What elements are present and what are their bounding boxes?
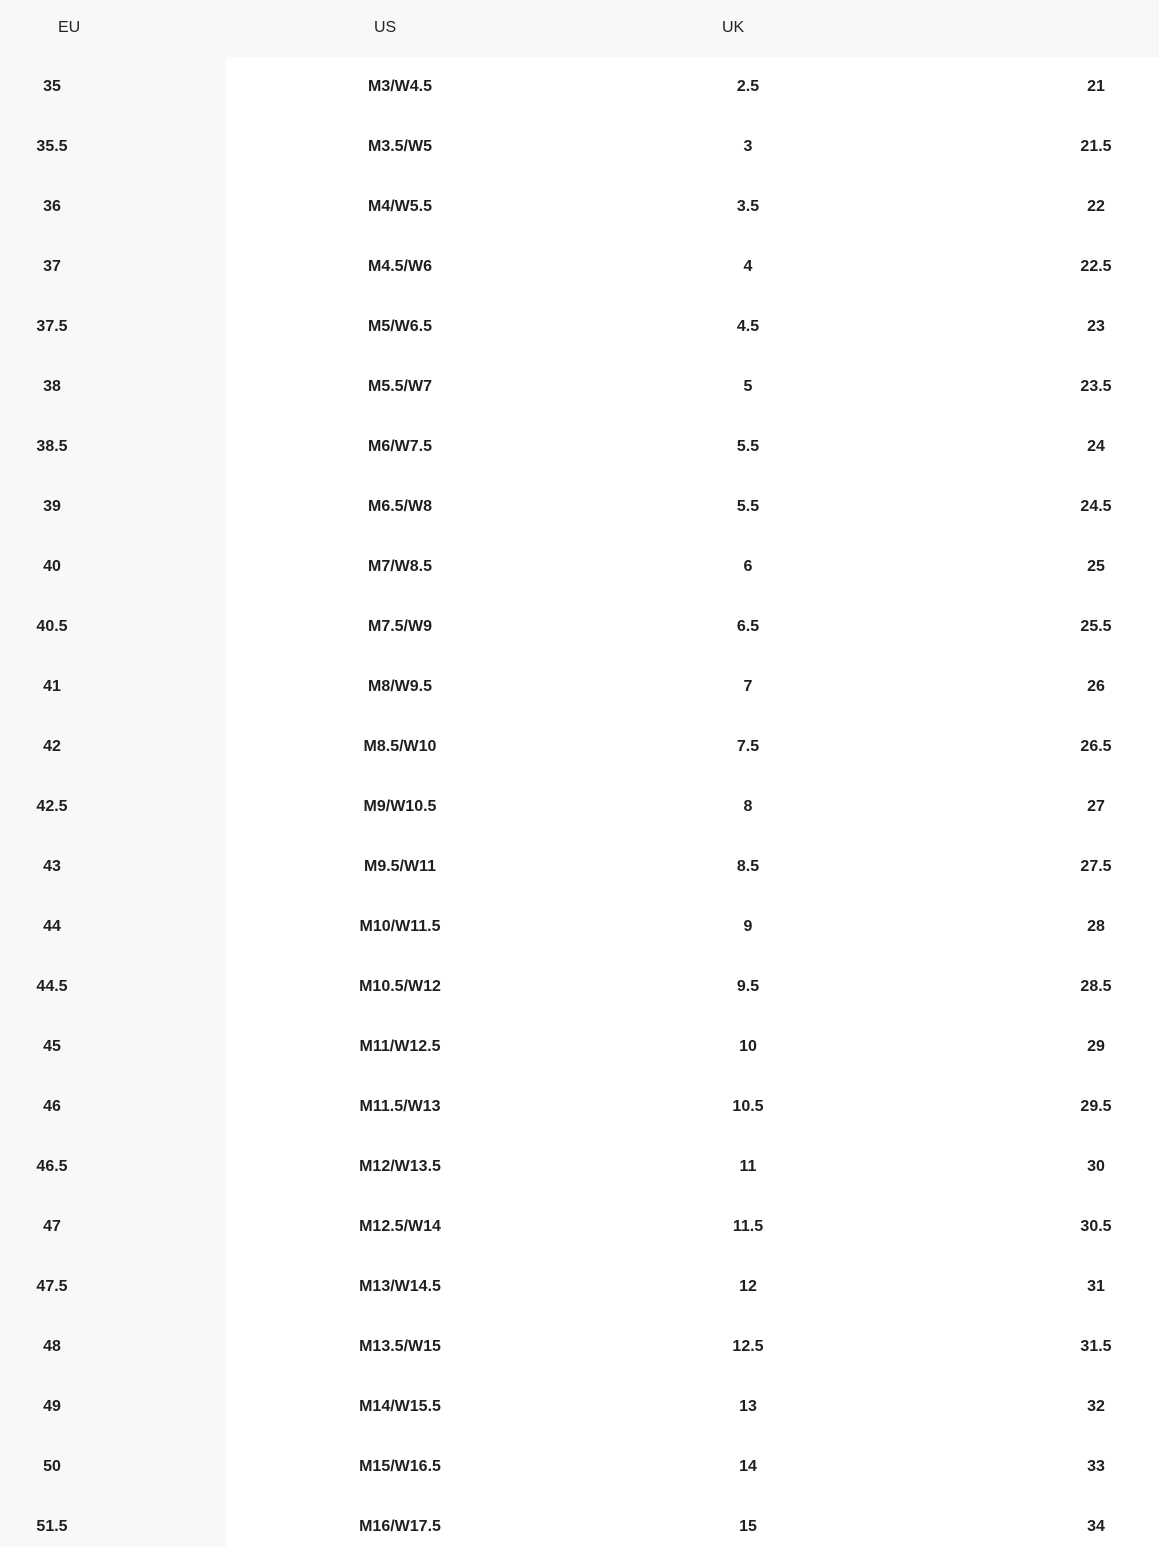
cell-us: M3/W4.5 bbox=[367, 78, 432, 95]
cell-us: M13.5/W15 bbox=[359, 1338, 441, 1355]
table-row bbox=[0, 717, 1159, 777]
cell-uk: 4 bbox=[743, 258, 753, 275]
cell-uk: 10 bbox=[739, 1038, 757, 1055]
cell-uk: 8 bbox=[743, 798, 753, 815]
cell-uk: 4.5 bbox=[736, 318, 760, 335]
cell-us: M6.5/W8 bbox=[367, 498, 432, 515]
cell-eu: 50 bbox=[43, 1458, 61, 1475]
table-row bbox=[0, 1137, 1159, 1197]
table-row bbox=[0, 1017, 1159, 1077]
cell-jp: 30.5 bbox=[1080, 1218, 1112, 1235]
cell-eu: 44 bbox=[43, 918, 61, 935]
cell-jp: 24 bbox=[1087, 438, 1105, 455]
header-uk: UK bbox=[722, 19, 745, 36]
cell-uk: 10.5 bbox=[732, 1098, 764, 1115]
cell-eu: 37.5 bbox=[36, 318, 68, 335]
cell-uk: 14 bbox=[739, 1458, 757, 1475]
cell-jp: 32 bbox=[1087, 1398, 1105, 1415]
cell-eu: 44.5 bbox=[36, 978, 68, 995]
table-row bbox=[0, 1317, 1159, 1377]
table-row bbox=[0, 477, 1159, 537]
cell-eu: 49 bbox=[43, 1398, 61, 1415]
cell-uk: 5 bbox=[743, 378, 753, 395]
cell-eu: 46.5 bbox=[36, 1158, 68, 1175]
cell-eu: 37 bbox=[43, 258, 61, 275]
table-row bbox=[0, 597, 1159, 657]
table-row bbox=[0, 1257, 1159, 1317]
cell-us: M9/W10.5 bbox=[363, 798, 437, 815]
table-row bbox=[0, 1437, 1159, 1497]
cell-us: M7.5/W9 bbox=[367, 618, 432, 635]
cell-eu: 38 bbox=[43, 378, 61, 395]
cell-uk: 6 bbox=[743, 558, 753, 575]
cell-us: M6/W7.5 bbox=[367, 438, 432, 455]
cell-jp: 29 bbox=[1087, 1038, 1105, 1055]
table-row bbox=[0, 1197, 1159, 1257]
table-body bbox=[0, 57, 1159, 1547]
cell-jp: 33 bbox=[1087, 1458, 1105, 1475]
cell-us: M7/W8.5 bbox=[367, 558, 432, 575]
table-row bbox=[0, 357, 1159, 417]
table-row bbox=[0, 117, 1159, 177]
cell-uk: 9 bbox=[743, 918, 753, 935]
header-us: US bbox=[374, 19, 397, 36]
table-row bbox=[0, 657, 1159, 717]
cell-eu: 38.5 bbox=[36, 438, 68, 455]
cell-eu: 41 bbox=[43, 678, 61, 695]
table-row bbox=[0, 1497, 1159, 1547]
cell-jp: 30 bbox=[1087, 1158, 1105, 1175]
cell-uk: 12 bbox=[739, 1278, 757, 1295]
cell-uk: 11.5 bbox=[732, 1218, 764, 1235]
cell-us: M12.5/W14 bbox=[359, 1218, 441, 1235]
cell-jp: 21 bbox=[1087, 78, 1105, 95]
table-row bbox=[0, 297, 1159, 357]
cell-jp: 23 bbox=[1087, 318, 1105, 335]
cell-jp: 34 bbox=[1087, 1518, 1105, 1535]
cell-jp: 26.5 bbox=[1080, 738, 1112, 755]
table-row bbox=[0, 897, 1159, 957]
table-row bbox=[0, 1377, 1159, 1437]
cell-jp: 23.5 bbox=[1080, 378, 1112, 395]
table-row bbox=[0, 237, 1159, 297]
cell-us: M8/W9.5 bbox=[367, 678, 432, 695]
cell-jp: 28.5 bbox=[1080, 978, 1112, 995]
cell-jp: 31.5 bbox=[1080, 1338, 1112, 1355]
cell-us: M14/W15.5 bbox=[359, 1398, 441, 1415]
cell-uk: 15 bbox=[739, 1518, 757, 1535]
cell-uk: 11 bbox=[739, 1158, 757, 1175]
cell-us: M8.5/W10 bbox=[363, 738, 437, 755]
header-eu: EU bbox=[58, 19, 81, 36]
cell-uk: 12.5 bbox=[732, 1338, 764, 1355]
table-row bbox=[0, 57, 1159, 117]
cell-uk: 2.5 bbox=[736, 78, 760, 95]
cell-eu: 47 bbox=[43, 1218, 61, 1235]
cell-jp: 26 bbox=[1087, 678, 1105, 695]
cell-us: M12/W13.5 bbox=[359, 1158, 441, 1175]
cell-us: M13/W14.5 bbox=[359, 1278, 441, 1295]
cell-eu: 45 bbox=[43, 1038, 61, 1055]
cell-jp: 28 bbox=[1087, 918, 1105, 935]
cell-us: M11.5/W13 bbox=[359, 1098, 441, 1115]
cell-us: M16/W17.5 bbox=[359, 1518, 441, 1535]
table-row bbox=[0, 537, 1159, 597]
cell-uk: 6.5 bbox=[736, 618, 760, 635]
cell-us: M5/W6.5 bbox=[367, 318, 432, 335]
cell-us: M10.5/W12 bbox=[359, 978, 441, 995]
cell-jp: 21.5 bbox=[1080, 138, 1112, 155]
cell-jp: 29.5 bbox=[1080, 1098, 1112, 1115]
cell-uk: 3.5 bbox=[736, 198, 760, 215]
cell-eu: 35.5 bbox=[36, 138, 68, 155]
cell-uk: 13 bbox=[739, 1398, 757, 1415]
cell-eu: 40.5 bbox=[36, 618, 68, 635]
cell-uk: 7 bbox=[743, 678, 753, 695]
cell-uk: 5.5 bbox=[736, 438, 760, 455]
cell-uk: 7.5 bbox=[736, 738, 760, 755]
cell-uk: 9.5 bbox=[736, 978, 760, 995]
cell-jp: 25 bbox=[1087, 558, 1105, 575]
cell-eu: 47.5 bbox=[36, 1278, 68, 1295]
table-row bbox=[0, 777, 1159, 837]
cell-jp: 25.5 bbox=[1080, 618, 1112, 635]
cell-eu: 42.5 bbox=[36, 798, 68, 815]
table-row bbox=[0, 837, 1159, 897]
table-row bbox=[0, 1077, 1159, 1137]
cell-uk: 3 bbox=[743, 138, 753, 155]
cell-jp: 27 bbox=[1087, 798, 1105, 815]
cell-jp: 27.5 bbox=[1080, 858, 1112, 875]
cell-eu: 46 bbox=[43, 1098, 61, 1115]
table-row bbox=[0, 177, 1159, 237]
cell-eu: 39 bbox=[43, 498, 61, 515]
cell-jp: 22 bbox=[1087, 198, 1105, 215]
table-row bbox=[0, 957, 1159, 1017]
cell-jp: 31 bbox=[1087, 1278, 1105, 1295]
cell-uk: 5.5 bbox=[736, 498, 760, 515]
cell-eu: 36 bbox=[43, 198, 61, 215]
cell-us: M4/W5.5 bbox=[367, 198, 432, 215]
cell-us: M4.5/W6 bbox=[367, 258, 432, 275]
cell-us: M9.5/W11 bbox=[363, 858, 437, 875]
table-row bbox=[0, 417, 1159, 477]
cell-eu: 51.5 bbox=[36, 1518, 68, 1535]
cell-us: M15/W16.5 bbox=[359, 1458, 441, 1475]
cell-jp: 22.5 bbox=[1080, 258, 1112, 275]
cell-eu: 35 bbox=[43, 78, 61, 95]
cell-eu: 43 bbox=[43, 858, 61, 875]
cell-us: M5.5/W7 bbox=[367, 378, 432, 395]
cell-eu: 48 bbox=[43, 1338, 61, 1355]
cell-us: M10/W11.5 bbox=[359, 918, 441, 935]
table-header bbox=[0, 0, 1159, 57]
cell-jp: 24.5 bbox=[1080, 498, 1112, 515]
cell-eu: 40 bbox=[43, 558, 61, 575]
cell-us: M3.5/W5 bbox=[367, 138, 432, 155]
cell-eu: 42 bbox=[43, 738, 61, 755]
cell-uk: 8.5 bbox=[736, 858, 760, 875]
cell-us: M11/W12.5 bbox=[359, 1038, 441, 1055]
